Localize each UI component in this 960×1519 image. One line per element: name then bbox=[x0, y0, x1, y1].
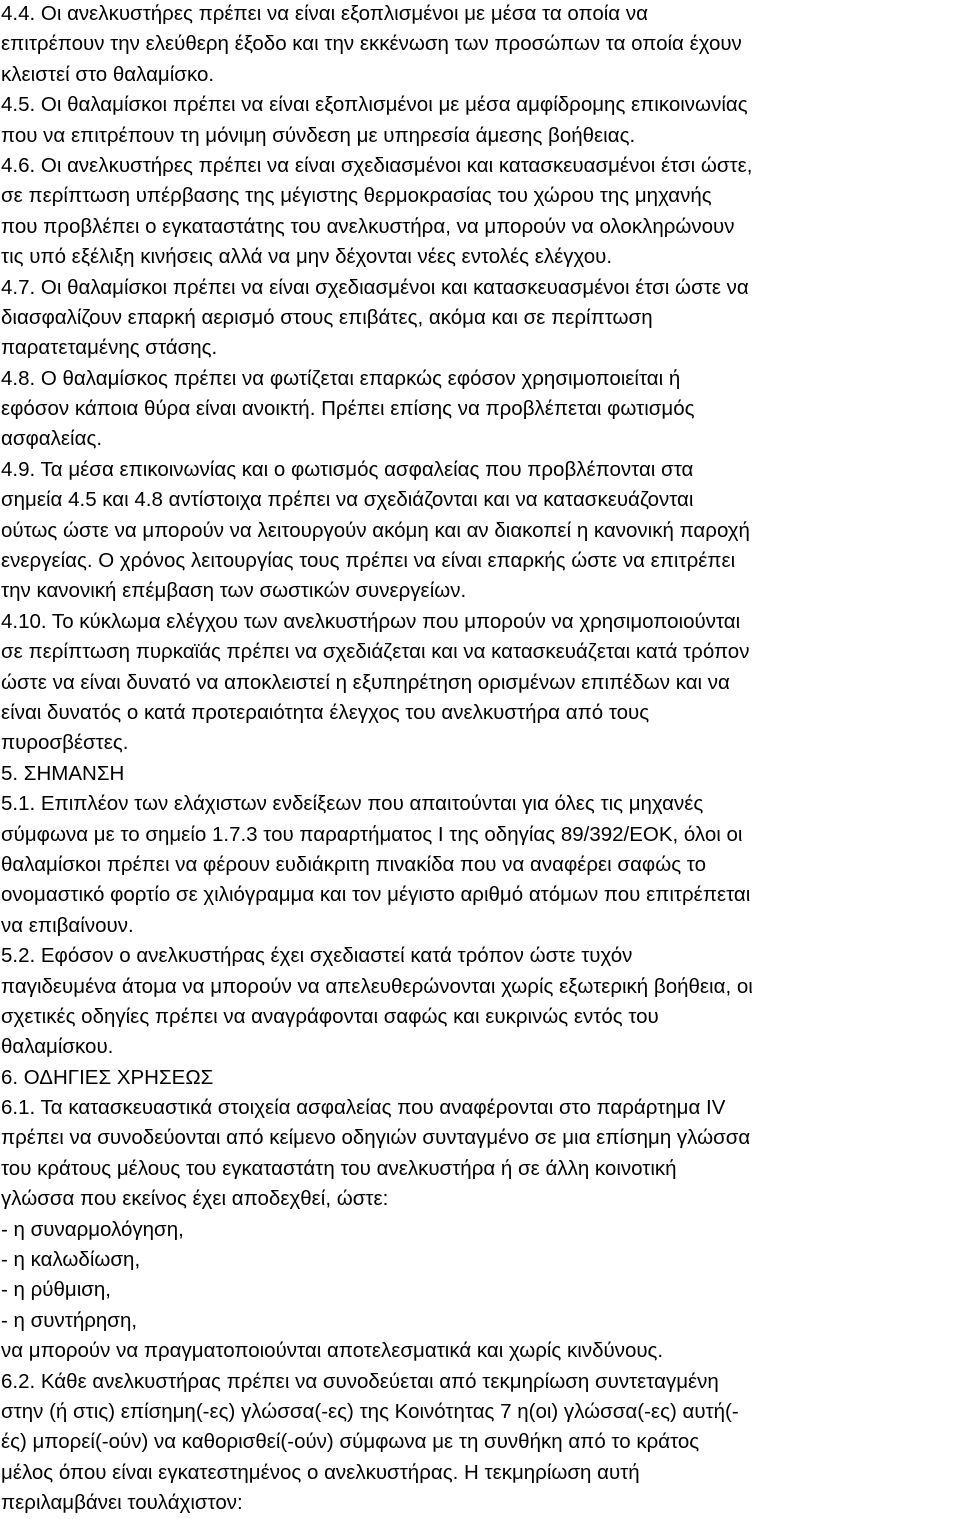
text-line: ασφαλείας. bbox=[1, 427, 103, 451]
text-line: να μπορούν να πραγματοποιούνται αποτελεσματικά και χωρίς κινδύνους. bbox=[1, 1339, 664, 1363]
text-line: γλώσσα που εκείνος έχει αποδεχθεί, ώστε: bbox=[1, 1187, 389, 1211]
text-line: διασφαλίζουν επαρκή αερισμό στους επιβάτες, ακόμα και σε περίπτωση bbox=[1, 305, 653, 329]
section-heading: 5. ΣΗΜΑΝΣΗ bbox=[1, 761, 125, 785]
text-line: είναι δυνατός ο κατά προτεραιότητα έλεγχος του ανελκυστήρα από τους bbox=[1, 700, 650, 724]
text-line: 4.9. Τα μέσα επικοινωνίας και ο φωτισμός ασφαλείας που προβλέπονται στα bbox=[1, 457, 694, 481]
text-line: ές) μπορεί(-ούν) να καθορισθεί(-ούν) σύμφωνα με τη συνθήκη από το κράτος bbox=[1, 1430, 700, 1454]
text-line: 5.1. Επιπλέον των ελάχιστων ενδείξεων που απαιτούνται για όλες τις μηχανές bbox=[1, 792, 704, 816]
text-line: στην (ή στις) επίσημη(-ες) γλώσσα(-ες) της Κοινότητας 7 η(οι) γλώσσα(-ες) αυτή(- bbox=[1, 1399, 739, 1423]
text-line: ενεργείας. Ο χρόνος λειτουργίας τους πρέπει να είναι επαρκής ώστε να επιτρέπει bbox=[1, 549, 736, 573]
text-line: 5.2. Εφόσον ο ανελκυστήρας έχει σχεδιαστεί κατά τρόπον ώστε τυχόν bbox=[1, 944, 633, 968]
text-line: θαλαμίσκου. bbox=[1, 1035, 114, 1059]
text-line: παρατεταμένης στάσης. bbox=[1, 336, 218, 360]
text-line: που προβλέπει ο εγκαταστάτης του ανελκυστήρα, να μπορούν να ολοκληρώνουν bbox=[1, 214, 735, 238]
text-line: του κράτους μέλους του εγκαταστάτη του ανελκυστήρα ή σε άλλη κοινοτική bbox=[1, 1156, 677, 1180]
text-line: ονομαστικό φορτίο σε χιλιόγραμμα και τον μέγιστο αριθμό ατόμων που επιτρέπεται bbox=[1, 883, 751, 907]
list-item: - η καλωδίωση, bbox=[1, 1248, 141, 1272]
text-line: περιλαμβάνει τουλάχιστον: bbox=[1, 1491, 243, 1515]
list-item: - η συντήρηση, bbox=[1, 1308, 138, 1332]
text-line: 4.6. Οι ανελκυστήρες πρέπει να είναι σχεδιασμένοι και κατασκευασμένοι έτσι ώστε, bbox=[1, 153, 753, 177]
text-line: εφόσον κάποια θύρα είναι ανοικτή. Πρέπει επίσης να προβλέπεται φωτισμός bbox=[1, 397, 695, 421]
text-line: θαλαμίσκοι πρέπει να φέρουν ευδιάκριτη πινακίδα που να αναφέρει σαφώς το bbox=[1, 852, 707, 876]
text-line: 6.2. Κάθε ανελκυστήρας πρέπει να συνοδεύεται από τεκμηρίωση συντεταγμένη bbox=[1, 1369, 719, 1393]
text-line: τις υπό εξέλιξη κινήσεις αλλά να μην δέχονται νέες εντολές ελέγχου. bbox=[1, 245, 613, 269]
text-line: σημεία 4.5 και 4.8 αντίστοιχα πρέπει να σχεδιάζονται και να κατασκευάζονται bbox=[1, 488, 694, 512]
text-line: ούτως ώστε να μπορούν να λειτουργούν ακόμη και αν διακοπεί η κανονική παροχή bbox=[1, 518, 750, 542]
text-line: που να επιτρέπουν τη μόνιμη σύνδεση με υπηρεσία άμεσης βοήθειας. bbox=[1, 123, 636, 147]
text-line: σύμφωνα με το σημείο 1.7.3 του παραρτήματος Ι της οδηγίας 89/392/ΕΟΚ, όλοι οι bbox=[1, 822, 743, 846]
section-heading: 6. ΟΔΗΓΙΕΣ ΧΡΗΣΕΩΣ bbox=[1, 1065, 214, 1089]
text-line: πρέπει να συνοδεύονται από κείμενο οδηγιών συνταγμένο σε μια επίσημη γλώσσα bbox=[1, 1126, 751, 1150]
text-line: σε περίπτωση πυρκαϊάς πρέπει να σχεδιάζεται και να κατασκευάζεται κατά τρόπον bbox=[1, 640, 750, 664]
text-line: 4.7. Οι θαλαμίσκοι πρέπει να είναι σχεδιασμένοι και κατασκευασμένοι έτσι ώστε να bbox=[1, 275, 749, 299]
text-line: να επιβαίνουν. bbox=[1, 913, 134, 937]
text-line: κλειστεί στο θαλαμίσκο. bbox=[1, 62, 215, 86]
text-line: 4.5. Οι θαλαμίσκοι πρέπει να είναι εξοπλισμένοι με μέσα αμφίδρομης επικοινωνίας bbox=[1, 93, 748, 117]
text-line: την κανονική επέμβαση των σωστικών συνεργείων. bbox=[1, 579, 467, 603]
text-line: 6.1. Τα κατασκευαστικά στοιχεία ασφαλείας που αναφέρονται στο παράρτημα IV bbox=[1, 1096, 726, 1120]
text-line: 4.10. Το κύκλωμα ελέγχου των ανελκυστήρων που μπορούν να χρησιμοποιούνται bbox=[1, 609, 741, 633]
text-line: επιτρέπουν την ελεύθερη έξοδο και την εκκένωση των προσώπων τα οποία έχουν bbox=[1, 32, 742, 56]
list-item: - η ρύθμιση, bbox=[1, 1278, 112, 1302]
text-line: σε περίπτωση υπέρβασης της μέγιστης θερμοκρασίας του χώρου της μηχανής bbox=[1, 184, 712, 208]
text-line: σχετικές οδηγίες πρέπει να αναγράφονται σαφώς και ευκρινώς εντός του bbox=[1, 1004, 659, 1028]
list-item: - η συναρμολόγηση, bbox=[1, 1217, 184, 1241]
text-line: πυροσβέστες. bbox=[1, 731, 129, 755]
text-line: παγιδευμένα άτομα να μπορούν να απελευθερώνονται χωρίς εξωτερική βοήθεια, οι bbox=[1, 974, 753, 998]
text-line: μέλος όπου είναι εγκατεστημένος ο ανελκυστήρας. Η τεκμηρίωση αυτή bbox=[1, 1460, 640, 1484]
text-line: 4.8. Ο θαλαμίσκος πρέπει να φωτίζεται επαρκώς εφόσον χρησιμοποιείται ή bbox=[1, 366, 681, 390]
text-line: ώστε να είναι δυνατό να αποκλειστεί η εξυπηρέτηση ορισμένων επιπέδων και να bbox=[1, 670, 730, 694]
text-line: 4.4. Οι ανελκυστήρες πρέπει να είναι εξοπλισμένοι με μέσα τα οποία να bbox=[1, 2, 648, 25]
